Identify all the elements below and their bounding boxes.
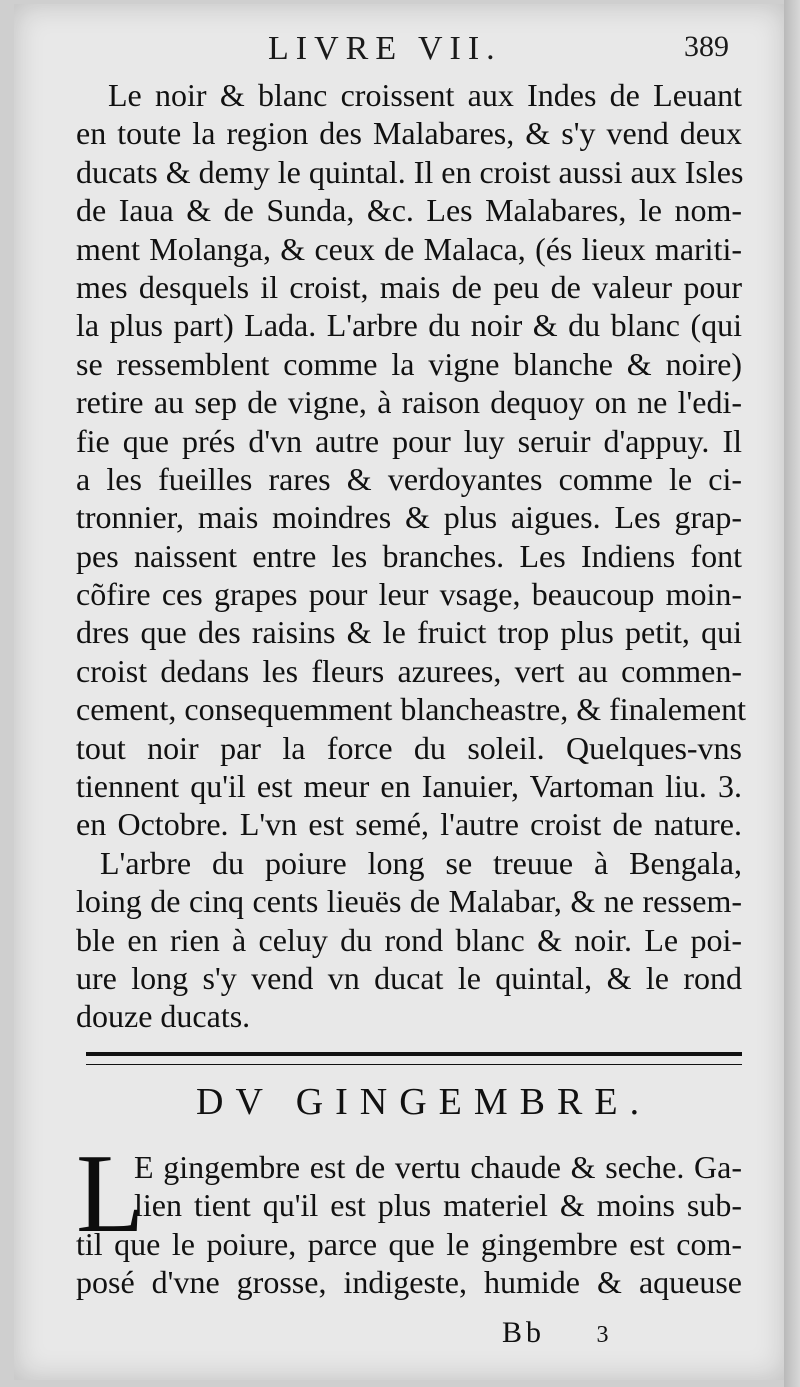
catchword — [502, 1316, 613, 1350]
body-line: douze ducats. — [76, 998, 251, 1035]
body-line: la plus part) Lada. L'arbre du noir & du blanc (qui — [76, 307, 742, 344]
body-line: cement, consequemment blancheastre, & finalement — [76, 691, 746, 728]
body-line: loing de cinq cents lieuës de Malabar, & ne ressem- — [76, 883, 742, 920]
body-line: L'arbre du poiure long se treuue à Bengala, — [100, 844, 742, 881]
body-line: Le noir & blanc croissent aux Indes de Leuant — [108, 77, 742, 113]
body-line: tronnier, mais moindres & plus aigues. Les grap- — [76, 499, 742, 536]
body-line: a les fueilles rares & verdoyantes comme le ci- — [76, 460, 742, 497]
section-title: DV GINGEMBRE. — [196, 1081, 652, 1123]
body-text — [76, 76, 746, 1036]
body-line: cõfire ces grapes pour leur vsage, beaucoup moin- — [76, 576, 742, 613]
body-line: ment Molanga, & ceux de Malaca, (és lieux mariti- — [76, 230, 742, 267]
body-line: fie que prés d'vn autre pour luy seruir d'appuy. Il — [76, 422, 742, 459]
body-line: se ressemblent comme la vigne blanche & noire) — [76, 345, 742, 382]
body-line: tiennent qu'il est meur en Ianuier, Vartoman liu. 3. — [76, 768, 742, 805]
drop-cap: L — [76, 1132, 145, 1256]
body-line: ure long s'y vend vn ducat le quintal, & le rond — [76, 959, 742, 996]
body-line: en toute la region des Malabares, & s'y vend deux — [76, 115, 742, 152]
section-line: lien tient qu'il est plus materiel & moins sub- — [134, 1187, 742, 1224]
body-line: croist dedans les fleurs azurees, vert au commen- — [76, 652, 742, 689]
body-line: de Iaua & de Sunda, &c. Les Malabares, le nom- — [76, 192, 742, 229]
catchword-text: Bb — [502, 1316, 546, 1349]
section-line: til que le poiure, parce que le gingembre est com- — [76, 1225, 742, 1262]
section-line: posé d'vne grosse, indigeste, humide & aqueuse — [76, 1264, 742, 1301]
running-head — [0, 30, 800, 70]
body-line: mes desquels il croist, mais de peu de valeur pour — [76, 268, 742, 305]
section-line: E gingembre est de vertu chaude & seche. Ga- — [134, 1149, 742, 1185]
body-line: ble en rien à celuy du rond blanc & noir. Le poi- — [76, 921, 742, 958]
page-edge-shadow — [784, 0, 800, 1387]
body-line: pes naissent entre les branches. Les Indiens font — [76, 537, 742, 574]
section-rule — [86, 1052, 742, 1065]
running-title: LIVRE VII. — [268, 30, 502, 67]
section-text — [76, 1132, 742, 1302]
page-number: 389 — [684, 30, 729, 63]
body-line: tout noir par la force du soleil. Quelques-vns — [76, 729, 742, 766]
signature-mark: 3 — [596, 1322, 613, 1348]
body-line: retire au sep de vigne, à raison dequoy on ne l'edi- — [76, 384, 742, 421]
body-line: ducats & demy le quintal. Il en croist aussi aux Isles — [76, 153, 744, 190]
body-line: dres que des raisins & le fruict trop plus petit, qui — [76, 614, 742, 651]
body-line: en Octobre. L'vn est semé, l'autre croist de nature. — [76, 806, 742, 843]
